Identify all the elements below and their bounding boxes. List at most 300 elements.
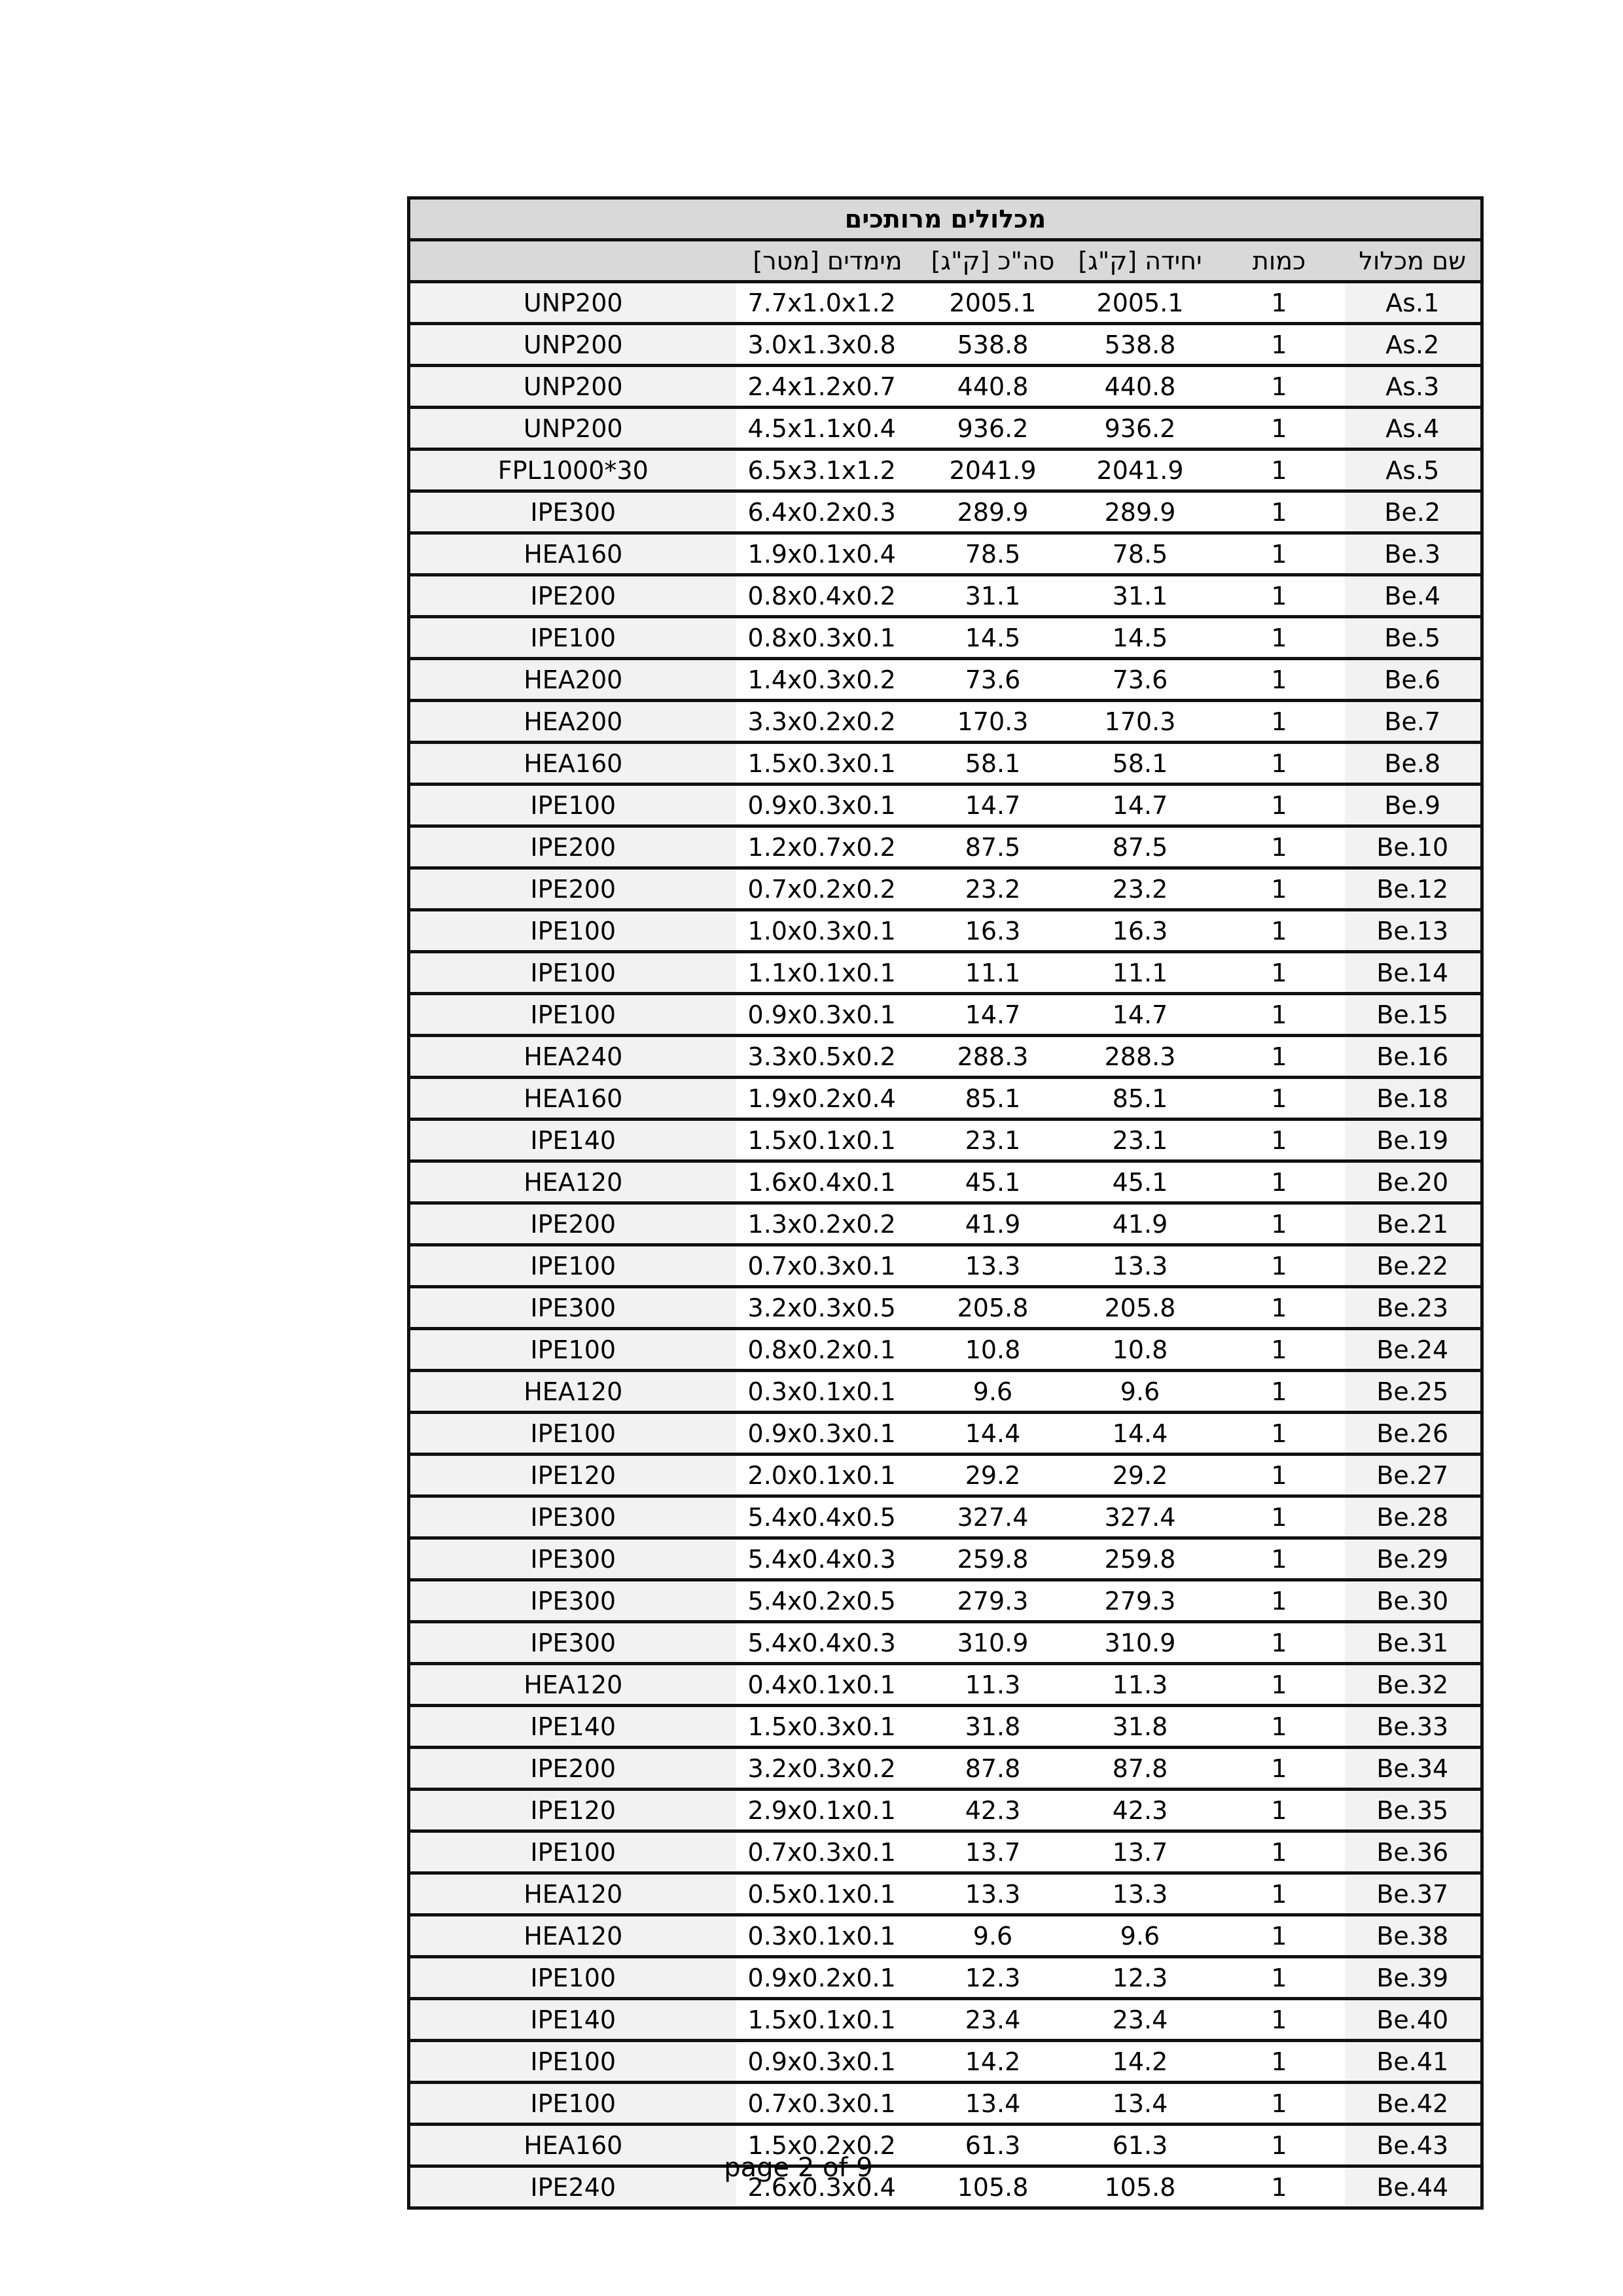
unit-weight-cell: 13.7 [1067,1831,1214,1873]
table-row [409,1371,1482,1413]
assembly-name-cell: Be.14 [1345,952,1482,994]
profile-cell: IPE100 [409,952,736,994]
total-weight-cell: 279.3 [919,1580,1067,1622]
dimensions-cell: 0.7x0.2x0.2 [736,868,919,910]
quantity-cell: 1 [1214,324,1345,366]
total-weight-cell: 440.8 [919,366,1067,408]
table-row [409,1957,1482,1999]
quantity-cell: 1 [1214,1496,1345,1538]
table-row [409,533,1482,575]
dimensions-cell: 1.5x0.3x0.1 [736,1706,919,1748]
assembly-name-cell: Be.20 [1345,1161,1482,1203]
unit-weight-cell: 45.1 [1067,1161,1214,1203]
profile-cell: IPE100 [409,910,736,952]
profile-cell: IPE200 [409,826,736,868]
profile-cell: IPE300 [409,1580,736,1622]
unit-weight-cell: 14.7 [1067,785,1214,826]
assembly-name-cell: As.3 [1345,366,1482,408]
total-weight-cell: 12.3 [919,1957,1067,1999]
table-row [409,1873,1482,1915]
total-weight-cell: 9.6 [919,1371,1067,1413]
quantity-cell: 1 [1214,617,1345,659]
quantity-cell: 1 [1214,1915,1345,1957]
quantity-cell: 1 [1214,282,1345,324]
profile-cell: IPE240 [409,2166,736,2208]
assembly-name-cell: Be.40 [1345,1999,1482,2041]
quantity-cell: 1 [1214,952,1345,994]
total-weight-cell: 13.3 [919,1873,1067,1915]
table-row [409,994,1482,1036]
dimensions-cell: 1.1x0.1x0.1 [736,952,919,994]
unit-weight-cell: 936.2 [1067,408,1214,450]
quantity-cell: 1 [1214,701,1345,743]
profile-cell: IPE200 [409,868,736,910]
assembly-name-cell: Be.9 [1345,785,1482,826]
table-row [409,1036,1482,1078]
unit-weight-cell: 23.4 [1067,1999,1214,2041]
profile-cell: HEA120 [409,1873,736,1915]
table-row [409,1161,1482,1203]
quantity-cell: 1 [1214,1664,1345,1706]
total-weight-cell: 259.8 [919,1538,1067,1580]
unit-weight-cell: 170.3 [1067,701,1214,743]
dimensions-cell: 0.8x0.2x0.1 [736,1329,919,1371]
assembly-name-cell: Be.29 [1345,1538,1482,1580]
header-total-weight: סה"כ [ק"ג] [919,240,1067,282]
dimensions-cell: 0.7x0.3x0.1 [736,2083,919,2125]
total-weight-cell: 14.5 [919,617,1067,659]
quantity-cell: 1 [1214,1580,1345,1622]
total-weight-cell: 13.3 [919,1245,1067,1287]
total-weight-cell: 9.6 [919,1915,1067,1957]
total-weight-cell: 170.3 [919,701,1067,743]
quantity-cell: 1 [1214,1538,1345,1580]
assembly-name-cell: Be.31 [1345,1622,1482,1664]
dimensions-cell: 0.9x0.3x0.1 [736,2041,919,2083]
table-row [409,617,1482,659]
table-row [409,743,1482,785]
quantity-cell: 1 [1214,743,1345,785]
assembly-name-cell: Be.39 [1345,1957,1482,1999]
quantity-cell: 1 [1214,1120,1345,1161]
total-weight-cell: 23.4 [919,1999,1067,2041]
assembly-name-cell: Be.43 [1345,2125,1482,2166]
table-row [409,282,1482,324]
assembly-name-cell: Be.38 [1345,1915,1482,1957]
table-row [409,1748,1482,1790]
dimensions-cell: 0.7x0.3x0.1 [736,1245,919,1287]
table-row [409,1496,1482,1538]
profile-cell: HEA160 [409,743,736,785]
assembly-name-cell: Be.26 [1345,1413,1482,1455]
dimensions-cell: 4.5x1.1x0.4 [736,408,919,450]
assembly-name-cell: As.5 [1345,450,1482,491]
dimensions-cell: 1.5x0.3x0.1 [736,743,919,785]
unit-weight-cell: 73.6 [1067,659,1214,701]
unit-weight-cell: 13.3 [1067,1873,1214,1915]
quantity-cell: 1 [1214,1371,1345,1413]
unit-weight-cell: 61.3 [1067,2125,1214,2166]
welded-assemblies-table [407,196,1484,2210]
assembly-name-cell: Be.19 [1345,1120,1482,1161]
total-weight-cell: 73.6 [919,659,1067,701]
unit-weight-cell: 14.5 [1067,617,1214,659]
table-row [409,366,1482,408]
header-profile [409,240,736,282]
page-number: page 2 of 9 [724,2153,873,2183]
unit-weight-cell: 31.8 [1067,1706,1214,1748]
total-weight-cell: 538.8 [919,324,1067,366]
table-row [409,1329,1482,1371]
profile-cell: HEA240 [409,1036,736,1078]
quantity-cell: 1 [1214,1455,1345,1496]
assembly-name-cell: Be.16 [1345,1036,1482,1078]
profile-cell: IPE100 [409,1957,736,1999]
profile-cell: UNP200 [409,408,736,450]
assembly-name-cell: Be.6 [1345,659,1482,701]
dimensions-cell: 6.5x3.1x1.2 [736,450,919,491]
table-row [409,2083,1482,2125]
total-weight-cell: 23.2 [919,868,1067,910]
profile-cell: IPE300 [409,1496,736,1538]
table-row [409,1287,1482,1329]
quantity-cell: 1 [1214,575,1345,617]
dimensions-cell: 0.9x0.3x0.1 [736,785,919,826]
table-row [409,450,1482,491]
dimensions-cell: 2.9x0.1x0.1 [736,1790,919,1831]
quantity-cell: 1 [1214,366,1345,408]
dimensions-cell: 6.4x0.2x0.3 [736,491,919,533]
total-weight-cell: 288.3 [919,1036,1067,1078]
quantity-cell: 1 [1214,2166,1345,2208]
total-weight-cell: 87.8 [919,1748,1067,1790]
total-weight-cell: 11.1 [919,952,1067,994]
unit-weight-cell: 23.1 [1067,1120,1214,1161]
unit-weight-cell: 327.4 [1067,1496,1214,1538]
unit-weight-cell: 205.8 [1067,1287,1214,1329]
total-weight-cell: 14.7 [919,785,1067,826]
header-dimensions: מימדים [מטר] [736,240,919,282]
assembly-name-cell: As.4 [1345,408,1482,450]
quantity-cell: 1 [1214,1329,1345,1371]
table-row [409,1455,1482,1496]
unit-weight-cell: 13.4 [1067,2083,1214,2125]
quantity-cell: 1 [1214,1036,1345,1078]
total-weight-cell: 58.1 [919,743,1067,785]
table-row [409,701,1482,743]
dimensions-cell: 7.7x1.0x1.2 [736,282,919,324]
profile-cell: IPE140 [409,1706,736,1748]
unit-weight-cell: 2041.9 [1067,450,1214,491]
profile-cell: IPE100 [409,1413,736,1455]
unit-weight-cell: 310.9 [1067,1622,1214,1664]
dimensions-cell: 1.5x0.1x0.1 [736,1120,919,1161]
quantity-cell: 1 [1214,1748,1345,1790]
profile-cell: IPE120 [409,1455,736,1496]
assembly-name-cell: Be.41 [1345,2041,1482,2083]
profile-cell: IPE140 [409,1120,736,1161]
unit-weight-cell: 11.1 [1067,952,1214,994]
unit-weight-cell: 14.2 [1067,2041,1214,2083]
quantity-cell: 1 [1214,1203,1345,1245]
unit-weight-cell: 87.8 [1067,1748,1214,1790]
total-weight-cell: 16.3 [919,910,1067,952]
assembly-name-cell: As.2 [1345,324,1482,366]
dimensions-cell: 5.4x0.4x0.3 [736,1538,919,1580]
quantity-cell: 1 [1214,1161,1345,1203]
total-weight-cell: 23.1 [919,1120,1067,1161]
quantity-cell: 1 [1214,868,1345,910]
assembly-name-cell: Be.13 [1345,910,1482,952]
assembly-name-cell: Be.18 [1345,1078,1482,1120]
unit-weight-cell: 41.9 [1067,1203,1214,1245]
assembly-name-cell: Be.4 [1345,575,1482,617]
unit-weight-cell: 14.7 [1067,994,1214,1036]
quantity-cell: 1 [1214,2125,1345,2166]
dimensions-cell: 1.6x0.4x0.1 [736,1161,919,1203]
quantity-cell: 1 [1214,2083,1345,2125]
profile-cell: HEA120 [409,1371,736,1413]
total-weight-cell: 289.9 [919,491,1067,533]
table-row [409,826,1482,868]
dimensions-cell: 0.9x0.2x0.1 [736,1957,919,1999]
dimensions-cell: 5.4x0.2x0.5 [736,1580,919,1622]
dimensions-cell: 1.2x0.7x0.2 [736,826,919,868]
quantity-cell: 1 [1214,408,1345,450]
quantity-cell: 1 [1214,1873,1345,1915]
dimensions-cell: 2.0x0.1x0.1 [736,1455,919,1496]
total-weight-cell: 310.9 [919,1622,1067,1664]
table-row [409,1078,1482,1120]
total-weight-cell: 61.3 [919,2125,1067,2166]
quantity-cell: 1 [1214,450,1345,491]
quantity-cell: 1 [1214,659,1345,701]
dimensions-cell: 1.5x0.1x0.1 [736,1999,919,2041]
header-quantity: כמות [1214,240,1345,282]
total-weight-cell: 936.2 [919,408,1067,450]
table-row [409,1120,1482,1161]
dimensions-cell: 3.2x0.3x0.5 [736,1287,919,1329]
unit-weight-cell: 78.5 [1067,533,1214,575]
quantity-cell: 1 [1214,1790,1345,1831]
assembly-name-cell: Be.42 [1345,2083,1482,2125]
unit-weight-cell: 440.8 [1067,366,1214,408]
dimensions-cell: 3.0x1.3x0.8 [736,324,919,366]
assembly-name-cell: Be.12 [1345,868,1482,910]
assembly-name-cell: Be.28 [1345,1496,1482,1538]
quantity-cell: 1 [1214,1078,1345,1120]
assembly-name-cell: Be.5 [1345,617,1482,659]
total-weight-cell: 11.3 [919,1664,1067,1706]
total-weight-cell: 105.8 [919,2166,1067,2208]
dimensions-cell: 3.2x0.3x0.2 [736,1748,919,1790]
dimensions-cell: 1.3x0.2x0.2 [736,1203,919,1245]
unit-weight-cell: 9.6 [1067,1371,1214,1413]
unit-weight-cell: 105.8 [1067,2166,1214,2208]
assembly-name-cell: Be.44 [1345,2166,1482,2208]
dimensions-cell: 1.9x0.2x0.4 [736,1078,919,1120]
dimensions-cell: 1.0x0.3x0.1 [736,910,919,952]
quantity-cell: 1 [1214,994,1345,1036]
profile-cell: UNP200 [409,324,736,366]
unit-weight-cell: 13.3 [1067,1245,1214,1287]
profile-cell: HEA120 [409,1915,736,1957]
quantity-cell: 1 [1214,1413,1345,1455]
table-title: מכלולים מרותכים [409,198,1482,240]
dimensions-cell: 3.3x0.2x0.2 [736,701,919,743]
dimensions-cell: 0.9x0.3x0.1 [736,994,919,1036]
table-row [409,2041,1482,2083]
unit-weight-cell: 2005.1 [1067,282,1214,324]
total-weight-cell: 14.7 [919,994,1067,1036]
profile-cell: IPE100 [409,785,736,826]
total-weight-cell: 2041.9 [919,450,1067,491]
profile-cell: HEA200 [409,659,736,701]
assembly-name-cell: Be.23 [1345,1287,1482,1329]
table-row [409,1203,1482,1245]
unit-weight-cell: 288.3 [1067,1036,1214,1078]
dimensions-cell: 1.5x0.2x0.2 [736,2125,919,2166]
unit-weight-cell: 87.5 [1067,826,1214,868]
unit-weight-cell: 538.8 [1067,324,1214,366]
profile-cell: HEA160 [409,2125,736,2166]
assembly-name-cell: Be.37 [1345,1873,1482,1915]
profile-cell: HEA120 [409,1161,736,1203]
table-row [409,1245,1482,1287]
profile-cell: HEA160 [409,533,736,575]
table-row [409,910,1482,952]
table-row [409,1831,1482,1873]
dimensions-cell: 5.4x0.4x0.3 [736,1622,919,1664]
quantity-cell: 1 [1214,1957,1345,1999]
profile-cell: HEA120 [409,1664,736,1706]
profile-cell: IPE200 [409,1748,736,1790]
table-row [409,1538,1482,1580]
dimensions-cell: 0.5x0.1x0.1 [736,1873,919,1915]
profile-cell: IPE140 [409,1999,736,2041]
assembly-name-cell: Be.32 [1345,1664,1482,1706]
table-row [409,408,1482,450]
unit-weight-cell: 11.3 [1067,1664,1214,1706]
profile-cell: IPE100 [409,994,736,1036]
dimensions-cell: 2.6x0.3x0.4 [736,2166,919,2208]
quantity-cell: 1 [1214,533,1345,575]
unit-weight-cell: 10.8 [1067,1329,1214,1371]
assembly-name-cell: Be.22 [1345,1245,1482,1287]
total-weight-cell: 85.1 [919,1078,1067,1120]
table-row [409,659,1482,701]
unit-weight-cell: 279.3 [1067,1580,1214,1622]
table-row [409,1915,1482,1957]
total-weight-cell: 14.2 [919,2041,1067,2083]
unit-weight-cell: 14.4 [1067,1413,1214,1455]
table-row [409,1664,1482,1706]
table-row [409,1999,1482,2041]
quantity-cell: 1 [1214,1999,1345,2041]
unit-weight-cell: 58.1 [1067,743,1214,785]
table-header-row [409,240,1482,282]
unit-weight-cell: 31.1 [1067,575,1214,617]
total-weight-cell: 205.8 [919,1287,1067,1329]
table-row [409,1622,1482,1664]
dimensions-cell: 2.4x1.2x0.7 [736,366,919,408]
dimensions-cell: 0.3x0.1x0.1 [736,1371,919,1413]
quantity-cell: 1 [1214,1245,1345,1287]
table-title-row [409,198,1482,240]
quantity-cell: 1 [1214,2041,1345,2083]
table-row [409,952,1482,994]
profile-cell: IPE100 [409,2041,736,2083]
dimensions-cell: 1.4x0.3x0.2 [736,659,919,701]
profile-cell: IPE200 [409,575,736,617]
dimensions-cell: 0.7x0.3x0.1 [736,1831,919,1873]
quantity-cell: 1 [1214,785,1345,826]
profile-cell: IPE100 [409,2083,736,2125]
table-row [409,491,1482,533]
dimensions-cell: 5.4x0.4x0.5 [736,1496,919,1538]
assembly-name-cell: Be.36 [1345,1831,1482,1873]
assembly-name-cell: Be.27 [1345,1455,1482,1496]
table-row [409,1413,1482,1455]
dimensions-cell: 0.8x0.3x0.1 [736,617,919,659]
profile-cell: IPE100 [409,617,736,659]
total-weight-cell: 87.5 [919,826,1067,868]
assembly-name-cell: Be.30 [1345,1580,1482,1622]
unit-weight-cell: 29.2 [1067,1455,1214,1496]
total-weight-cell: 14.4 [919,1413,1067,1455]
dimensions-cell: 1.9x0.1x0.4 [736,533,919,575]
table-row [409,1790,1482,1831]
assembly-name-cell: Be.8 [1345,743,1482,785]
dimensions-cell: 3.3x0.5x0.2 [736,1036,919,1078]
unit-weight-cell: 42.3 [1067,1790,1214,1831]
profile-cell: IPE100 [409,1831,736,1873]
unit-weight-cell: 16.3 [1067,910,1214,952]
assembly-name-cell: As.1 [1345,282,1482,324]
profile-cell: IPE100 [409,1329,736,1371]
unit-weight-cell: 85.1 [1067,1078,1214,1120]
quantity-cell: 1 [1214,910,1345,952]
header-unit-weight: יחידה [ק"ג] [1067,240,1214,282]
unit-weight-cell: 23.2 [1067,868,1214,910]
profile-cell: HEA160 [409,1078,736,1120]
quantity-cell: 1 [1214,1622,1345,1664]
assembly-name-cell: Be.2 [1345,491,1482,533]
assembly-name-cell: Be.33 [1345,1706,1482,1748]
assembly-name-cell: Be.34 [1345,1748,1482,1790]
header-assembly-name: שם מכלול [1345,240,1482,282]
table-body [409,282,1482,2208]
unit-weight-cell: 259.8 [1067,1538,1214,1580]
total-weight-cell: 31.8 [919,1706,1067,1748]
total-weight-cell: 2005.1 [919,282,1067,324]
total-weight-cell: 13.7 [919,1831,1067,1873]
unit-weight-cell: 289.9 [1067,491,1214,533]
total-weight-cell: 42.3 [919,1790,1067,1831]
profile-cell: HEA200 [409,701,736,743]
quantity-cell: 1 [1214,1831,1345,1873]
dimensions-cell: 0.3x0.1x0.1 [736,1915,919,1957]
profile-cell: IPE100 [409,1245,736,1287]
assembly-name-cell: Be.21 [1345,1203,1482,1245]
total-weight-cell: 41.9 [919,1203,1067,1245]
total-weight-cell: 10.8 [919,1329,1067,1371]
profile-cell: IPE300 [409,1622,736,1664]
table-row [409,1580,1482,1622]
assembly-name-cell: Be.25 [1345,1371,1482,1413]
assembly-name-cell: Be.3 [1345,533,1482,575]
profile-cell: UNP200 [409,366,736,408]
